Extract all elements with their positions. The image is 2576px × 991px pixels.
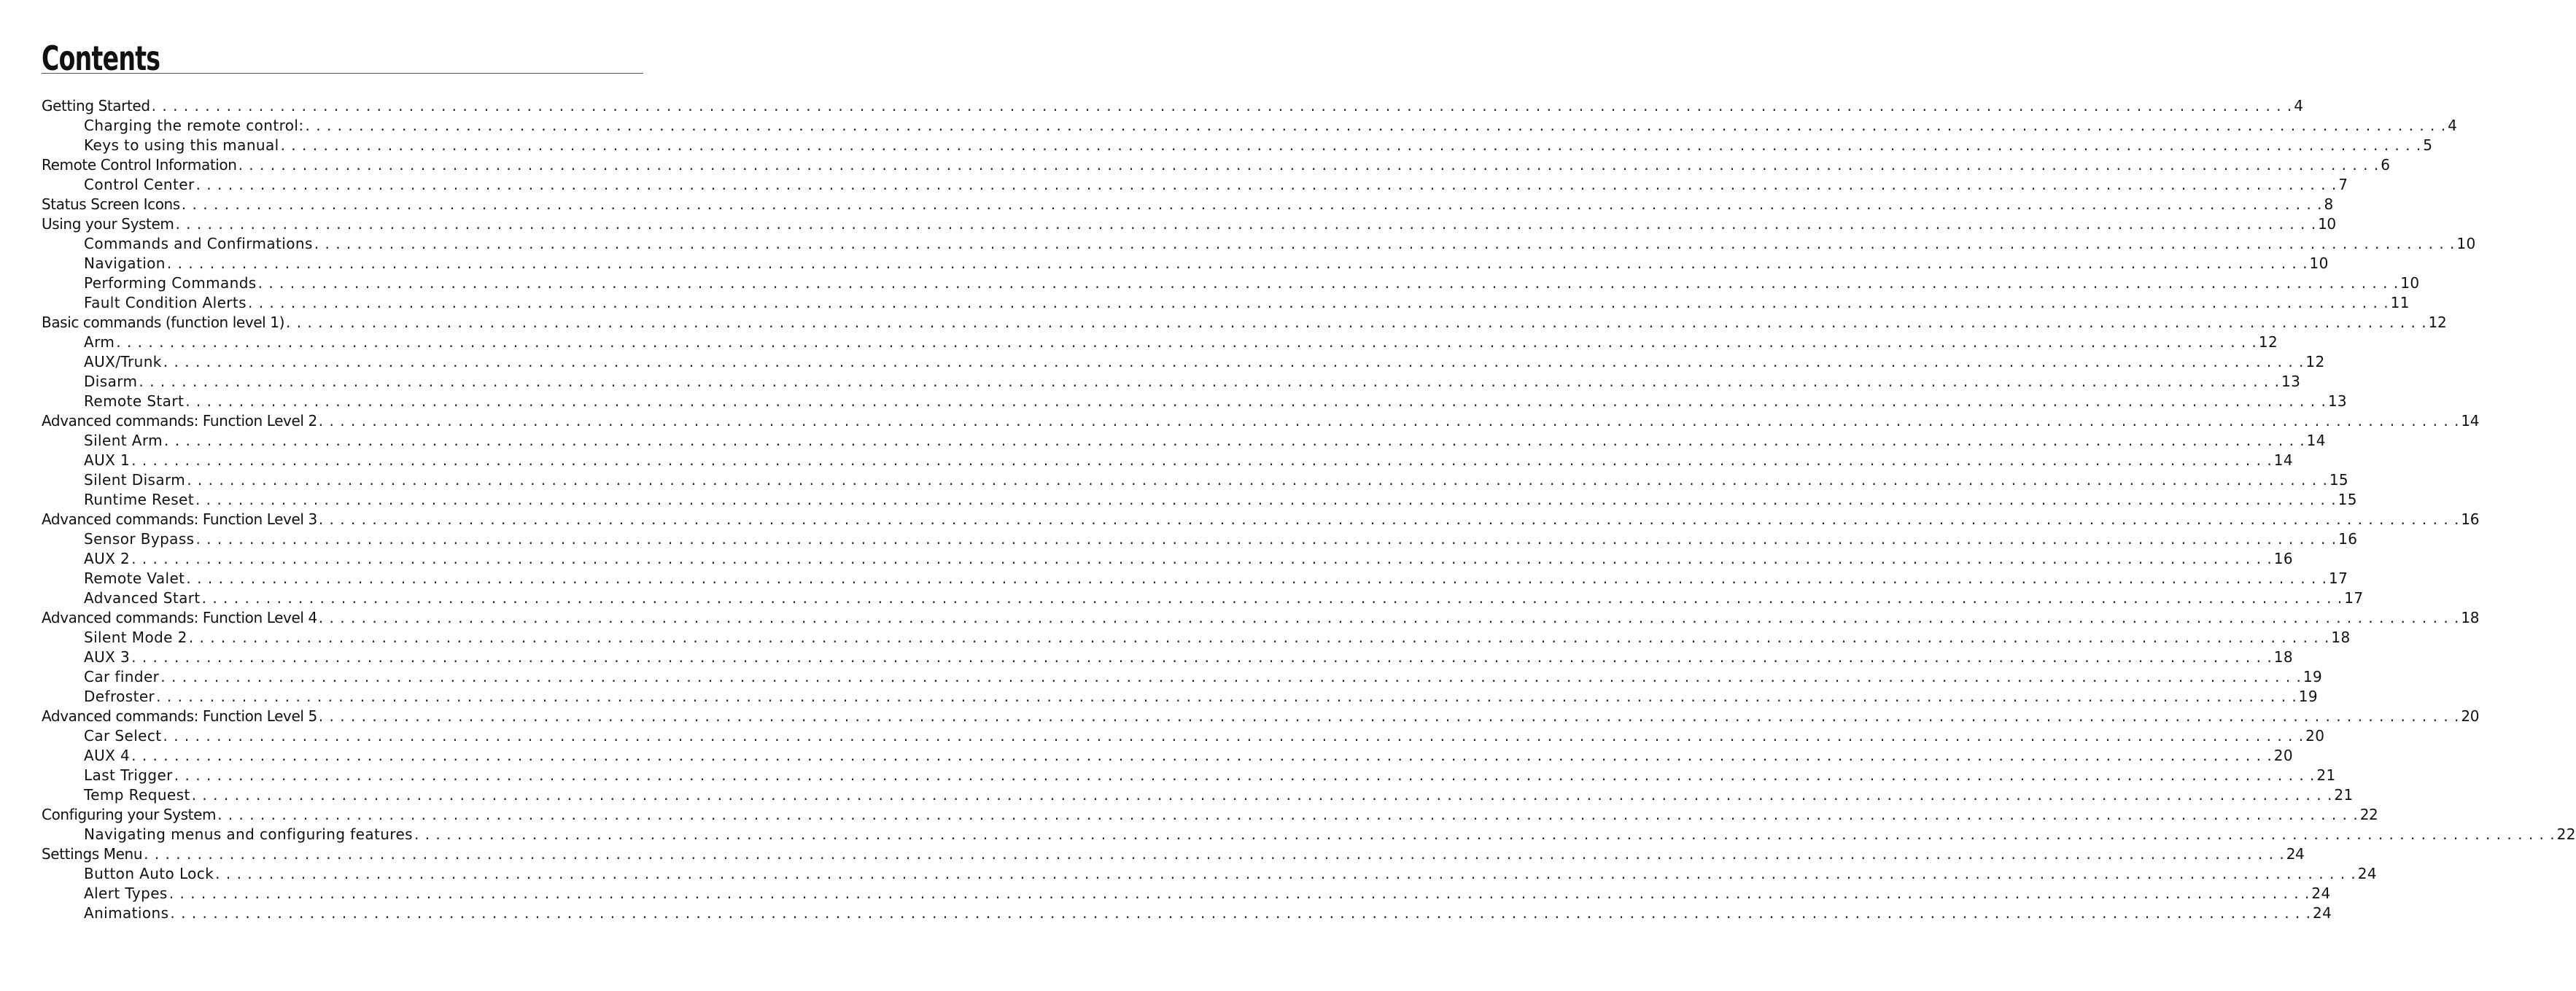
dot-leader: . . . . . . . . . . . . . . . . . . . . . . . . . . . . . . . . . . . . . . . . . . . . . . . . . . . . . . . . . . . . . . . . . . . . . . . . . . . . . . . . . . . . . . . . . . . . . . . . . . . . . . . . . . . . . . . . . . . . . . . . . . . . . . . . . . . . . . . . . . . . . . . . . . . . . . . . . . . . . . . . . . . . . . . . . . . . . . . . . . . . . . . . . . . . . . . . . . . . . . . . [191, 786, 2333, 804]
toc-entry-label: Keys to using this manual [84, 136, 279, 154]
toc-entry-label: Control Center [84, 176, 195, 193]
dot-leader: . . . . . . . . . . . . . . . . . . . . . . . . . . . . . . . . . . . . . . . . . . . . . . . . . . . . . . . . . . . . . . . . . . . . . . . . . . . . . . . . . . . . . . . . . . . . . . . . . . . . . . . . . . . . . . . . . . . . . . . . . . . . . . . . . . . . . . . . . . . . . . . . . . . . . . . . . . . . . . . . . . . . . . . . . . . . . . . . . . . . . . . . . . . . . . . . . . . . . . . . [163, 353, 2305, 370]
toc-entry-label: Remote Control Information [42, 156, 237, 174]
toc-entry[interactable] [42, 293, 2410, 313]
toc-entry-label: Remote Valet [84, 570, 185, 587]
toc-entry[interactable] [42, 667, 2323, 687]
table-of-contents [42, 96, 2576, 923]
toc-entry-label: Car finder [84, 668, 160, 685]
toc-entry[interactable] [42, 648, 2293, 667]
toc-entry[interactable] [42, 352, 2325, 372]
toc-entry[interactable] [42, 116, 2458, 136]
toc-entry-page-number: 16 [2338, 530, 2358, 548]
toc-entry-label: Commands and Confirmations [84, 235, 313, 252]
toc-entry-label: Status Screen Icons [42, 195, 180, 213]
toc-entry-label: Navigating menus and configuring features [84, 825, 413, 843]
dot-leader: . . . . . . . . . . . . . . . . . . . . . . . . . . . . . . . . . . . . . . . . . . . . . . . . . . . . . . . . . . . . . . . . . . . . . . . . . . . . . . . . . . . . . . . . . . . . . . . . . . . . . . . . . . . . . . . . . . . . . . . . . . . . . . . . . . . . . . . . . . . . . . . . . . . . . . . . . . . . . . . . . . . . . . . . . . . . . . . . . . . . . . . . . . . . . . . . . . . . . . . . [163, 727, 2305, 745]
toc-entry-page-number: 20 [2273, 747, 2293, 764]
toc-entry-page-number: 24 [2286, 845, 2305, 863]
toc-entry[interactable] [42, 96, 2303, 116]
toc-entry-page-number: 4 [2294, 97, 2303, 114]
toc-entry[interactable] [42, 726, 2325, 746]
toc-entry[interactable] [42, 214, 2336, 234]
dot-leader: . . . . . . . . . . . . . . . . . . . . . . . . . . . . . . . . . . . . . . . . . . . . . . . . . . . . . . . . . . . . . . . . . . . . . . . . . . . . . . . . . . . . . . . . . . . . . . . . . . . . . . . . . . . . . . . . . . . . . . . . . . . . . . . . . . . . . . . . . . . . . . . . . . . . . . . . . . . . . . . . . . . . . . . . . . . . . . . . . . . . . . . . . . . . . . . . . . . . . . . . [144, 845, 2285, 863]
toc-entry-page-number: 22 [2359, 806, 2378, 823]
dot-leader: . . . . . . . . . . . . . . . . . . . . . . . . . . . . . . . . . . . . . . . . . . . . . . . . . . . . . . . . . . . . . . . . . . . . . . . . . . . . . . . . . . . . . . . . . . . . . . . . . . . . . . . . . . . . . . . . . . . . . . . . . . . . . . . . . . . . . . . . . . . . . . . . . . . . . . . . . . . . . . . . . . . . . . . . . . . . . . . . . . . . . . . . . . . . . . . . . . . . . . . . [166, 254, 2308, 272]
dot-leader: . . . . . . . . . . . . . . . . . . . . . . . . . . . . . . . . . . . . . . . . . . . . . . . . . . . . . . . . . . . . . . . . . . . . . . . . . . . . . . . . . . . . . . . . . . . . . . . . . . . . . . . . . . . . . . . . . . . . . . . . . . . . . . . . . . . . . . . . . . . . . . . . . . . . . . . . . . . . . . . . . . . . . . . . . . . . . . . . . . . . . . . . . . . . . . . . . . . . . . . . [164, 432, 2305, 449]
toc-entry-page-number: 15 [2338, 491, 2357, 508]
dot-leader: . . . . . . . . . . . . . . . . . . . . . . . . . . . . . . . . . . . . . . . . . . . . . . . . . . . . . . . . . . . . . . . . . . . . . . . . . . . . . . . . . . . . . . . . . . . . . . . . . . . . . . . . . . . . . . . . . . . . . . . . . . . . . . . . . . . . . . . . . . . . . . . . . . . . . . . . . . . . . . . . . . . . . . . . . . . . . . . . . . . . . . . . . . . . . . . . . . . . . . . . [318, 707, 2460, 725]
dot-leader: . . . . . . . . . . . . . . . . . . . . . . . . . . . . . . . . . . . . . . . . . . . . . . . . . . . . . . . . . . . . . . . . . . . . . . . . . . . . . . . . . . . . . . . . . . . . . . . . . . . . . . . . . . . . . . . . . . . . . . . . . . . . . . . . . . . . . . . . . . . . . . . . . . . . . . . . . . . . . . . . . . . . . . . . . . . . . . . . . . . . . . . . . . . . . . . . . . . . . . . . [280, 136, 2422, 154]
toc-entry[interactable] [42, 333, 2278, 352]
dot-leader: . . . . . . . . . . . . . . . . . . . . . . . . . . . . . . . . . . . . . . . . . . . . . . . . . . . . . . . . . . . . . . . . . . . . . . . . . . . . . . . . . . . . . . . . . . . . . . . . . . . . . . . . . . . . . . . . . . . . . . . . . . . . . . . . . . . . . . . . . . . . . . . . . . . . . . . . . . . . . . . . . . . . . . . . . . . . . . . . . . . . . . . . . . . . . . . . . . . . . . . . [131, 550, 2273, 567]
dot-leader: . . . . . . . . . . . . . . . . . . . . . . . . . . . . . . . . . . . . . . . . . . . . . . . . . . . . . . . . . . . . . . . . . . . . . . . . . . . . . . . . . . . . . . . . . . . . . . . . . . . . . . . . . . . . . . . . . . . . . . . . . . . . . . . . . . . . . . . . . . . . . . . . . . . . . . . . . . . . . . . . . . . . . . . . . . . . . . . . . . . . . . . . . . . . . . . . . . . . . . . . [131, 747, 2273, 764]
toc-entry-label: AUX 1 [84, 451, 131, 469]
toc-entry-page-number: 5 [2423, 136, 2433, 154]
toc-entry-page-number: 16 [2273, 550, 2293, 567]
toc-entry-label: Disarm [84, 373, 138, 390]
dot-leader: . . . . . . . . . . . . . . . . . . . . . . . . . . . . . . . . . . . . . . . . . . . . . . . . . . . . . . . . . . . . . . . . . . . . . . . . . . . . . . . . . . . . . . . . . . . . . . . . . . . . . . . . . . . . . . . . . . . . . . . . . . . . . . . . . . . . . . . . . . . . . . . . . . . . . . . . . . . . . . . . . . . . . . . . . . . . . . . . . . . . . . . . . . . . . . . . . . . . . . . . [168, 885, 2311, 902]
toc-entry-page-number: 11 [2390, 294, 2410, 311]
dot-leader: . . . . . . . . . . . . . . . . . . . . . . . . . . . . . . . . . . . . . . . . . . . . . . . . . . . . . . . . . . . . . . . . . . . . . . . . . . . . . . . . . . . . . . . . . . . . . . . . . . . . . . . . . . . . . . . . . . . . . . . . . . . . . . . . . . . . . . . . . . . . . . . . . . . . . . . . . . . . . . . . . . . . . . . . . . . . . . . . . . . . . . . . . . . . . . . . . . . . . . . . [318, 609, 2460, 626]
toc-entry-label: AUX 4 [84, 747, 131, 764]
dot-leader: . . . . . . . . . . . . . . . . . . . . . . . . . . . . . . . . . . . . . . . . . . . . . . . . . . . . . . . . . . . . . . . . . . . . . . . . . . . . . . . . . . . . . . . . . . . . . . . . . . . . . . . . . . . . . . . . . . . . . . . . . . . . . . . . . . . . . . . . . . . . . . . . . . . . . . . . . . . . . . . . . . . . . . . . . . . . . . . . . . . . . . . . . . . . . . . . . . . . . . . . [116, 333, 2257, 351]
toc-entry-label: Advanced commands: Function Level 2 [42, 412, 317, 430]
toc-entry-page-number: 14 [2273, 451, 2293, 469]
toc-entry-label: Advanced commands: Function Level 5 [42, 707, 317, 725]
toc-entry[interactable] [42, 254, 2329, 273]
toc-entry[interactable] [42, 785, 2354, 805]
toc-entry[interactable] [42, 766, 2336, 785]
toc-entry-label: Charging the remote control: [84, 117, 304, 134]
dot-leader: . . . . . . . . . . . . . . . . . . . . . . . . . . . . . . . . . . . . . . . . . . . . . . . . . . . . . . . . . . . . . . . . . . . . . . . . . . . . . . . . . . . . . . . . . . . . . . . . . . . . . . . . . . . . . . . . . . . . . . . . . . . . . . . . . . . . . . . . . . . . . . . . . . . . . . . . . . . . . . . . . . . . . . . . . . . . . . . . . . . . . . . . . . . . . . . . . . . . . . . . [151, 97, 2293, 114]
toc-entry-page-number: 21 [2316, 766, 2336, 784]
dot-leader: . . . . . . . . . . . . . . . . . . . . . . . . . . . . . . . . . . . . . . . . . . . . . . . . . . . . . . . . . . . . . . . . . . . . . . . . . . . . . . . . . . . . . . . . . . . . . . . . . . . . . . . . . . . . . . . . . . . . . . . . . . . . . . . . . . . . . . . . . . . . . . . . . . . . . . . . . . . . . . . . . . . . . . . . . . . . . . . . . . . . . . . . . . . . . . . . . . . . . . . . [174, 766, 2316, 784]
toc-entry-label: Remote Start [84, 392, 185, 410]
toc-entry-page-number: 16 [2461, 510, 2480, 528]
toc-entry-label: Silent Disarm [84, 471, 186, 489]
toc-entry-label: Settings Menu [42, 845, 143, 863]
toc-entry[interactable] [42, 529, 2358, 549]
dot-leader: . . . . . . . . . . . . . . . . . . . . . . . . . . . . . . . . . . . . . . . . . . . . . . . . . . . . . . . . . . . . . . . . . . . . . . . . . . . . . . . . . . . . . . . . . . . . . . . . . . . . . . . . . . . . . . . . . . . . . . . . . . . . . . . . . . . . . . . . . . . . . . . . . . . . . . . . . . . . . . . . . . . . . . . . . . . . . . . . . . . . . . . . . . . . . . . . . . . . . . . . [286, 314, 2427, 331]
toc-entry-page-number: 17 [2344, 589, 2364, 607]
dot-leader: . . . . . . . . . . . . . . . . . . . . . . . . . . . . . . . . . . . . . . . . . . . . . . . . . . . . . . . . . . . . . . . . . . . . . . . . . . . . . . . . . . . . . . . . . . . . . . . . . . . . . . . . . . . . . . . . . . . . . . . . . . . . . . . . . . . . . . . . . . . . . . . . . . . . . . . . . . . . . . . . . . . . . . . . . . . . . . . . . . . . . . . . . . . . . . . . . . . . . . . . [305, 117, 2447, 134]
title-rule [42, 73, 643, 74]
toc-entry[interactable] [42, 746, 2293, 766]
toc-entry-label: Fault Condition Alerts [84, 294, 247, 311]
dot-leader: . . . . . . . . . . . . . . . . . . . . . . . . . . . . . . . . . . . . . . . . . . . . . . . . . . . . . . . . . . . . . . . . . . . . . . . . . . . . . . . . . . . . . . . . . . . . . . . . . . . . . . . . . . . . . . . . . . . . . . . . . . . . . . . . . . . . . . . . . . . . . . . . . . . . . . . . . . . . . . . . . . . . . . . . . . . . . . . . . . . . . . . . . . . . . . . . . . . . . . . . [257, 274, 2400, 292]
toc-entry-page-number: 13 [2281, 373, 2301, 390]
toc-entry-page-number: 14 [2461, 412, 2480, 430]
toc-entry-page-number: 12 [2428, 314, 2447, 331]
toc-entry-page-number: 18 [2461, 609, 2480, 626]
toc-entry-label: Sensor Bypass [84, 530, 195, 548]
toc-entry-page-number: 10 [2318, 215, 2336, 233]
dot-leader: . . . . . . . . . . . . . . . . . . . . . . . . . . . . . . . . . . . . . . . . . . . . . . . . . . . . . . . . . . . . . . . . . . . . . . . . . . . . . . . . . . . . . . . . . . . . . . . . . . . . . . . . . . . . . . . . . . . . . . . . . . . . . . . . . . . . . . . . . . . . . . . . . . . . . . . . . . . . . . . . . . . . . . . . . . . . . . . . . . . . . . . . . . . . . . . . . . . . . . . . [160, 668, 2302, 685]
toc-entry-page-number: 13 [2327, 392, 2348, 410]
dot-leader: . . . . . . . . . . . . . . . . . . . . . . . . . . . . . . . . . . . . . . . . . . . . . . . . . . . . . . . . . . . . . . . . . . . . . . . . . . . . . . . . . . . . . . . . . . . . . . . . . . . . . . . . . . . . . . . . . . . . . . . . . . . . . . . . . . . . . . . . . . . . . . . . . . . . . . . . . . . . . . . . . . . . . . . . . . . . . . . . . . . . . . . . . . . . . . . . . . . . . . . . [131, 451, 2273, 469]
dot-leader: . . . . . . . . . . . . . . . . . . . . . . . . . . . . . . . . . . . . . . . . . . . . . . . . . . . . . . . . . . . . . . . . . . . . . . . . . . . . . . . . . . . . . . . . . . . . . . . . . . . . . . . . . . . . . . . . . . . . . . . . . . . . . . . . . . . . . . . . . . . . . . . . . . . . . . . . . . . . . . . . . . . . . . . . . . . . . . . . . . . . . . . . . . . . . . . . . . . . . . . . [195, 491, 2337, 508]
dot-leader: . . . . . . . . . . . . . . . . . . . . . . . . . . . . . . . . . . . . . . . . . . . . . . . . . . . . . . . . . . . . . . . . . . . . . . . . . . . . . . . . . . . . . . . . . . . . . . . . . . . . . . . . . . . . . . . . . . . . . . . . . . . . . . . . . . . . . . . . . . . . . . . . . . . . . . . . . . . . . . . . . . . . . . . . . . . . . . . . . . . . . . . . . . . . . . . . . . . . . . . . [318, 510, 2460, 528]
toc-entry[interactable] [42, 864, 2378, 884]
dot-leader: . . . . . . . . . . . . . . . . . . . . . . . . . . . . . . . . . . . . . . . . . . . . . . . . . . . . . . . . . . . . . . . . . . . . . . . . . . . . . . . . . . . . . . . . . . . . . . . . . . . . . . . . . . . . . . . . . . . . . . . . . . . . . . . . . . . . . . . . . . . . . . . . . . . . . . . . . . . . . . . . . . . . . . . . . . . . . . . . . . . . . . . . . . . . . . . . . . . . . . . . [215, 865, 2356, 882]
toc-entry[interactable] [42, 805, 2378, 825]
toc-entry[interactable] [42, 155, 2390, 175]
toc-entry-page-number: 19 [2298, 688, 2319, 705]
toc-entry[interactable] [42, 844, 2305, 864]
toc-entry[interactable] [42, 707, 2480, 726]
toc-entry-page-number: 7 [2338, 176, 2348, 193]
toc-entry[interactable] [42, 470, 2349, 490]
toc-entry[interactable] [42, 825, 2576, 844]
dot-leader: . . . . . . . . . . . . . . . . . . . . . . . . . . . . . . . . . . . . . . . . . . . . . . . . . . . . . . . . . . . . . . . . . . . . . . . . . . . . . . . . . . . . . . . . . . . . . . . . . . . . . . . . . . . . . . . . . . . . . . . . . . . . . . . . . . . . . . . . . . . . . . . . . . . . . . . . . . . . . . . . . . . . . . . . . . . . . . . . . . . . . . . . . . . . . . . . . . . . . . . . [187, 471, 2328, 489]
dot-leader: . . . . . . . . . . . . . . . . . . . . . . . . . . . . . . . . . . . . . . . . . . . . . . . . . . . . . . . . . . . . . . . . . . . . . . . . . . . . . . . . . . . . . . . . . . . . . . . . . . . . . . . . . . . . . . . . . . . . . . . . . . . . . . . . . . . . . . . . . . . . . . . . . . . . . . . . . . . . . . . . . . . . . . . . . . . . . . . . . . . . . . . . . . . . . . . . . . . . . . . . [131, 648, 2273, 666]
toc-entry-label: Arm [84, 333, 115, 351]
toc-entry[interactable] [42, 608, 2480, 628]
toc-entry-page-number: 20 [2305, 727, 2325, 745]
toc-entry[interactable] [42, 490, 2357, 510]
dot-leader: . . . . . . . . . . . . . . . . . . . . . . . . . . . . . . . . . . . . . . . . . . . . . . . . . . . . . . . . . . . . . . . . . . . . . . . . . . . . . . . . . . . . . . . . . . . . . . . . . . . . . . . . . . . . . . . . . . . . . . . . . . . . . . . . . . . . . . . . . . . . . . . . . . . . . . . . . . . . . . . . . . . . . . . . . . . . . . . . . . . . . . . . . . . . . . . . . . . . . . . . [414, 825, 2556, 843]
toc-entry-label: AUX 2 [84, 550, 131, 567]
toc-entry[interactable] [42, 510, 2480, 529]
toc-entry[interactable] [42, 234, 2476, 254]
toc-entry[interactable] [42, 687, 2319, 707]
dot-leader: . . . . . . . . . . . . . . . . . . . . . . . . . . . . . . . . . . . . . . . . . . . . . . . . . . . . . . . . . . . . . . . . . . . . . . . . . . . . . . . . . . . . . . . . . . . . . . . . . . . . . . . . . . . . . . . . . . . . . . . . . . . . . . . . . . . . . . . . . . . . . . . . . . . . . . . . . . . . . . . . . . . . . . . . . . . . . . . . . . . . . . . . . . . . . . . . . . . . . . . . [247, 294, 2389, 311]
dot-leader: . . . . . . . . . . . . . . . . . . . . . . . . . . . . . . . . . . . . . . . . . . . . . . . . . . . . . . . . . . . . . . . . . . . . . . . . . . . . . . . . . . . . . . . . . . . . . . . . . . . . . . . . . . . . . . . . . . . . . . . . . . . . . . . . . . . . . . . . . . . . . . . . . . . . . . . . . . . . . . . . . . . . . . . . . . . . . . . . . . . . . . . . . . . . . . . . . . . . . . . . [181, 195, 2323, 213]
toc-entry-label: AUX/Trunk [84, 353, 162, 370]
dot-leader: . . . . . . . . . . . . . . . . . . . . . . . . . . . . . . . . . . . . . . . . . . . . . . . . . . . . . . . . . . . . . . . . . . . . . . . . . . . . . . . . . . . . . . . . . . . . . . . . . . . . . . . . . . . . . . . . . . . . . . . . . . . . . . . . . . . . . . . . . . . . . . . . . . . . . . . . . . . . . . . . . . . . . . . . . . . . . . . . . . . . . . . . . . . . . . . . . . . . . . . . [170, 904, 2312, 922]
toc-entry[interactable] [42, 569, 2348, 588]
dot-leader: . . . . . . . . . . . . . . . . . . . . . . . . . . . . . . . . . . . . . . . . . . . . . . . . . . . . . . . . . . . . . . . . . . . . . . . . . . . . . . . . . . . . . . . . . . . . . . . . . . . . . . . . . . . . . . . . . . . . . . . . . . . . . . . . . . . . . . . . . . . . . . . . . . . . . . . . . . . . . . . . . . . . . . . . . . . . . . . . . . . . . . . . . . . . . . . . . . . . . . . . [175, 215, 2317, 233]
toc-entry[interactable] [42, 313, 2447, 333]
dot-leader: . . . . . . . . . . . . . . . . . . . . . . . . . . . . . . . . . . . . . . . . . . . . . . . . . . . . . . . . . . . . . . . . . . . . . . . . . . . . . . . . . . . . . . . . . . . . . . . . . . . . . . . . . . . . . . . . . . . . . . . . . . . . . . . . . . . . . . . . . . . . . . . . . . . . . . . . . . . . . . . . . . . . . . . . . . . . . . . . . . . . . . . . . . . . . . . . . . . . . . . . [318, 412, 2460, 430]
toc-entry[interactable] [42, 195, 2333, 214]
toc-entry-label: Configuring your System [42, 806, 217, 823]
toc-entry-label: Silent Mode 2 [84, 629, 187, 646]
toc-entry-page-number: 17 [2329, 570, 2348, 587]
toc-entry-page-number: 18 [2273, 648, 2293, 666]
toc-entry[interactable] [42, 884, 2331, 903]
toc-entry-page-number: 6 [2381, 156, 2390, 174]
toc-entry[interactable] [42, 588, 2364, 608]
dot-leader: . . . . . . . . . . . . . . . . . . . . . . . . . . . . . . . . . . . . . . . . . . . . . . . . . . . . . . . . . . . . . . . . . . . . . . . . . . . . . . . . . . . . . . . . . . . . . . . . . . . . . . . . . . . . . . . . . . . . . . . . . . . . . . . . . . . . . . . . . . . . . . . . . . . . . . . . . . . . . . . . . . . . . . . . . . . . . . . . . . . . . . . . . . . . . . . . . . . . . . . . [139, 373, 2281, 390]
toc-entry-page-number: 21 [2334, 786, 2354, 804]
toc-entry-label: Defroster [84, 688, 155, 705]
toc-entry-page-number: 4 [2448, 117, 2458, 134]
toc-entry[interactable] [42, 273, 2420, 293]
toc-entry-page-number: 24 [2357, 865, 2378, 882]
toc-entry[interactable] [42, 903, 2332, 923]
toc-entry[interactable] [42, 372, 2301, 392]
toc-entry-page-number: 20 [2461, 707, 2480, 725]
dot-leader: . . . . . . . . . . . . . . . . . . . . . . . . . . . . . . . . . . . . . . . . . . . . . . . . . . . . . . . . . . . . . . . . . . . . . . . . . . . . . . . . . . . . . . . . . . . . . . . . . . . . . . . . . . . . . . . . . . . . . . . . . . . . . . . . . . . . . . . . . . . . . . . . . . . . . . . . . . . . . . . . . . . . . . . . . . . . . . . . . . . . . . . . . . . . . . . . . . . . . . . . [156, 688, 2297, 705]
toc-entry[interactable] [42, 392, 2348, 411]
toc-entry-label: AUX 3 [84, 648, 131, 666]
toc-entry-page-number: 15 [2329, 471, 2349, 489]
toc-entry[interactable] [42, 628, 2351, 648]
toc-entry-page-number: 10 [2456, 235, 2476, 252]
dot-leader: . . . . . . . . . . . . . . . . . . . . . . . . . . . . . . . . . . . . . . . . . . . . . . . . . . . . . . . . . . . . . . . . . . . . . . . . . . . . . . . . . . . . . . . . . . . . . . . . . . . . . . . . . . . . . . . . . . . . . . . . . . . . . . . . . . . . . . . . . . . . . . . . . . . . . . . . . . . . . . . . . . . . . . . . . . . . . . . . . . . . . . . . . . . . . . . . . . . . . . . . [188, 629, 2330, 646]
toc-entry-label: Performing Commands [84, 274, 257, 292]
toc-entry-label: Silent Arm [84, 432, 163, 449]
toc-entry[interactable] [42, 549, 2293, 569]
toc-entry-page-number: 18 [2331, 629, 2351, 646]
toc-entry-page-number: 24 [2311, 885, 2331, 902]
dot-leader: . . . . . . . . . . . . . . . . . . . . . . . . . . . . . . . . . . . . . . . . . . . . . . . . . . . . . . . . . . . . . . . . . . . . . . . . . . . . . . . . . . . . . . . . . . . . . . . . . . . . . . . . . . . . . . . . . . . . . . . . . . . . . . . . . . . . . . . . . . . . . . . . . . . . . . . . . . . . . . . . . . . . . . . . . . . . . . . . . . . . . . . . . . . . . . . . . . . . . . . . [185, 392, 2327, 410]
toc-entry[interactable] [42, 136, 2433, 155]
toc-entry-page-number: 19 [2303, 668, 2323, 685]
toc-entry-page-number: 10 [2309, 254, 2329, 272]
toc-entry-page-number: 22 [2556, 825, 2576, 843]
toc-entry[interactable] [42, 175, 2348, 195]
toc-entry[interactable] [42, 411, 2480, 431]
page-title: Contents [42, 39, 160, 78]
toc-entry-label: Navigation [84, 254, 166, 272]
dot-leader: . . . . . . . . . . . . . . . . . . . . . . . . . . . . . . . . . . . . . . . . . . . . . . . . . . . . . . . . . . . . . . . . . . . . . . . . . . . . . . . . . . . . . . . . . . . . . . . . . . . . . . . . . . . . . . . . . . . . . . . . . . . . . . . . . . . . . . . . . . . . . . . . . . . . . . . . . . . . . . . . . . . . . . . . . . . . . . . . . . . . . . . . . . . . . . . . . . . . . . . . [195, 530, 2338, 548]
toc-entry-label: Button Auto Lock [84, 865, 214, 882]
toc-entry-page-number: 14 [2306, 432, 2326, 449]
toc-entry-page-number: 8 [2324, 195, 2333, 213]
toc-entry-page-number: 10 [2400, 274, 2420, 292]
toc-entry-label: Last Trigger [84, 766, 173, 784]
toc-entry-page-number: 12 [2258, 333, 2278, 351]
toc-entry[interactable] [42, 451, 2293, 470]
toc-entry-label: Using your System [42, 215, 174, 233]
toc-entry-label: Advanced commands: Function Level 3 [42, 510, 317, 528]
toc-entry[interactable] [42, 431, 2326, 451]
dot-leader: . . . . . . . . . . . . . . . . . . . . . . . . . . . . . . . . . . . . . . . . . . . . . . . . . . . . . . . . . . . . . . . . . . . . . . . . . . . . . . . . . . . . . . . . . . . . . . . . . . . . . . . . . . . . . . . . . . . . . . . . . . . . . . . . . . . . . . . . . . . . . . . . . . . . . . . . . . . . . . . . . . . . . . . . . . . . . . . . . . . . . . . . . . . . . . . . . . . . . . . . [314, 235, 2456, 252]
toc-entry-page-number: 24 [2313, 904, 2332, 922]
toc-entry-label: Animations [84, 904, 169, 922]
dot-leader: . . . . . . . . . . . . . . . . . . . . . . . . . . . . . . . . . . . . . . . . . . . . . . . . . . . . . . . . . . . . . . . . . . . . . . . . . . . . . . . . . . . . . . . . . . . . . . . . . . . . . . . . . . . . . . . . . . . . . . . . . . . . . . . . . . . . . . . . . . . . . . . . . . . . . . . . . . . . . . . . . . . . . . . . . . . . . . . . . . . . . . . . . . . . . . . . . . . . . . . . [195, 176, 2338, 193]
toc-entry-label: Advanced Start [84, 589, 201, 607]
toc-entry-label: Getting Started [42, 97, 150, 114]
toc-entry-label: Runtime Reset [84, 491, 194, 508]
toc-entry-label: Temp Request [84, 786, 190, 804]
toc-entry-label: Car Select [84, 727, 162, 745]
dot-leader: . . . . . . . . . . . . . . . . . . . . . . . . . . . . . . . . . . . . . . . . . . . . . . . . . . . . . . . . . . . . . . . . . . . . . . . . . . . . . . . . . . . . . . . . . . . . . . . . . . . . . . . . . . . . . . . . . . . . . . . . . . . . . . . . . . . . . . . . . . . . . . . . . . . . . . . . . . . . . . . . . . . . . . . . . . . . . . . . . . . . . . . . . . . . . . . . . . . . . . . . [238, 156, 2380, 174]
toc-entry-label: Advanced commands: Function Level 4 [42, 609, 317, 626]
dot-leader: . . . . . . . . . . . . . . . . . . . . . . . . . . . . . . . . . . . . . . . . . . . . . . . . . . . . . . . . . . . . . . . . . . . . . . . . . . . . . . . . . . . . . . . . . . . . . . . . . . . . . . . . . . . . . . . . . . . . . . . . . . . . . . . . . . . . . . . . . . . . . . . . . . . . . . . . . . . . . . . . . . . . . . . . . . . . . . . . . . . . . . . . . . . . . . . . . . . . . . . . [201, 589, 2343, 607]
toc-entry-page-number: 12 [2305, 353, 2325, 370]
toc-entry-label: Alert Types [84, 885, 168, 902]
toc-entry-label: Basic commands (function level 1) [42, 314, 285, 331]
dot-leader: . . . . . . . . . . . . . . . . . . . . . . . . . . . . . . . . . . . . . . . . . . . . . . . . . . . . . . . . . . . . . . . . . . . . . . . . . . . . . . . . . . . . . . . . . . . . . . . . . . . . . . . . . . . . . . . . . . . . . . . . . . . . . . . . . . . . . . . . . . . . . . . . . . . . . . . . . . . . . . . . . . . . . . . . . . . . . . . . . . . . . . . . . . . . . . . . . . . . . . . . [217, 806, 2359, 823]
dot-leader: . . . . . . . . . . . . . . . . . . . . . . . . . . . . . . . . . . . . . . . . . . . . . . . . . . . . . . . . . . . . . . . . . . . . . . . . . . . . . . . . . . . . . . . . . . . . . . . . . . . . . . . . . . . . . . . . . . . . . . . . . . . . . . . . . . . . . . . . . . . . . . . . . . . . . . . . . . . . . . . . . . . . . . . . . . . . . . . . . . . . . . . . . . . . . . . . . . . . . . . . [186, 570, 2328, 587]
